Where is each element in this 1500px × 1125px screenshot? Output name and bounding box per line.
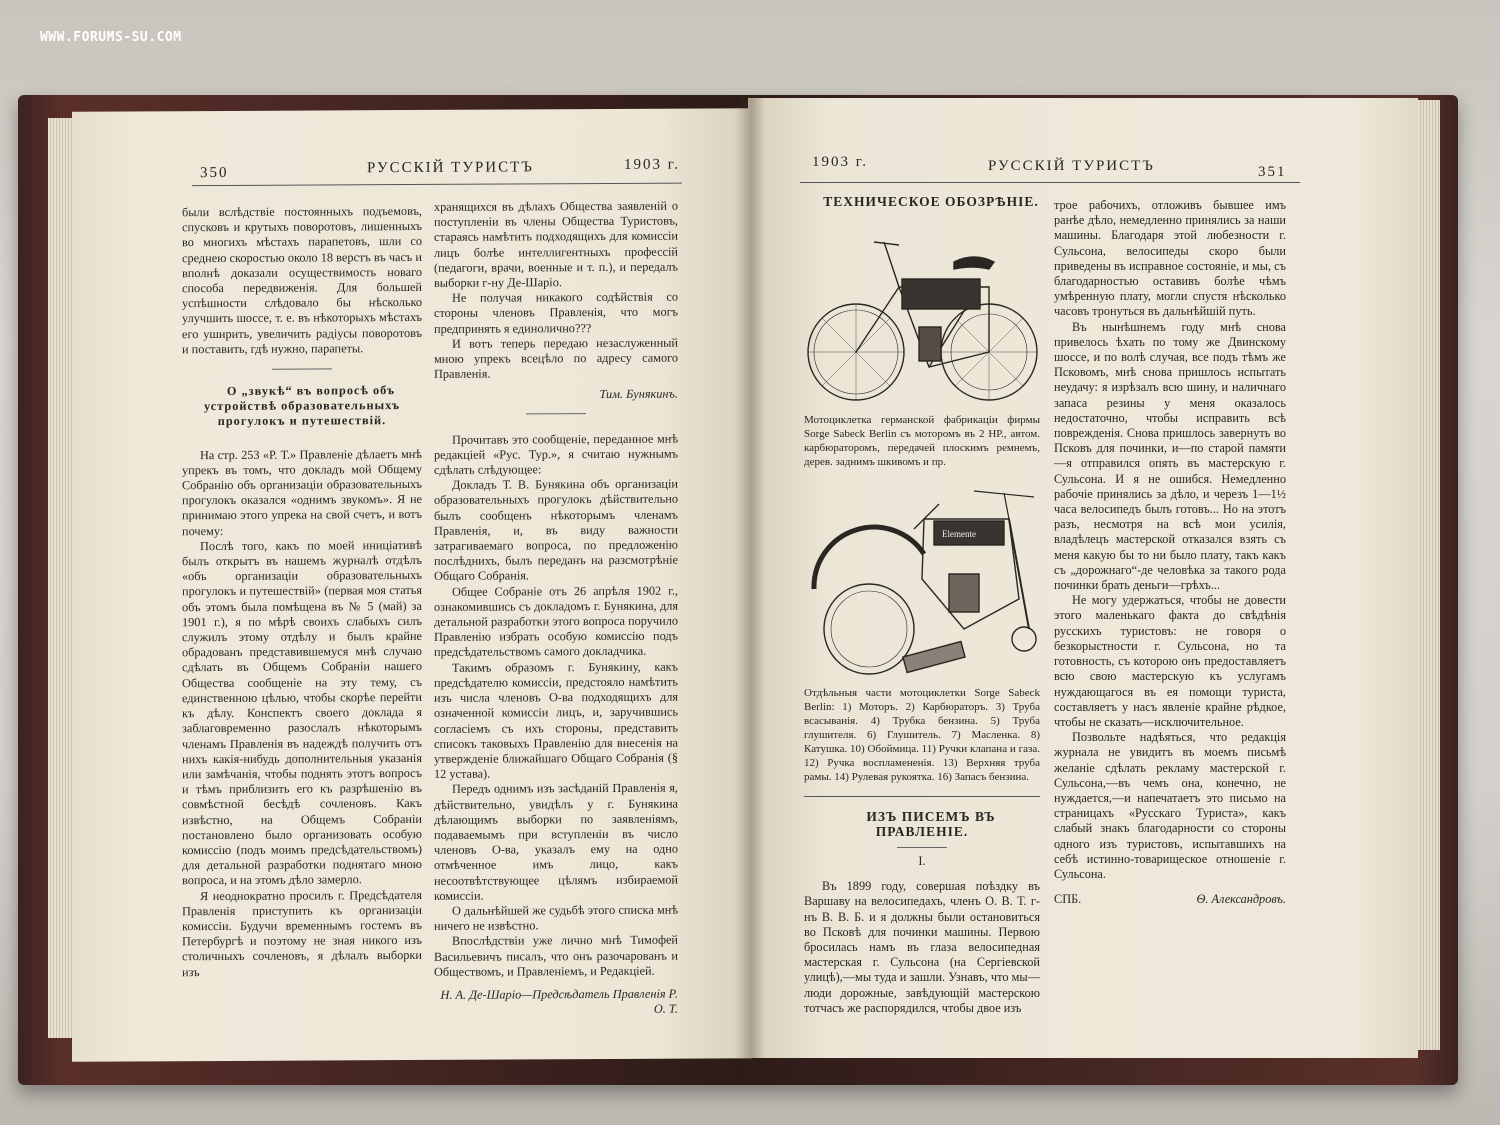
paragraph: Такимъ образомъ г. Бунякину, какъ предсѣдателю комиссіи, предстояло намѣтить изъ числа членовъ О-ва подходящихъ для означенной комиссіи лицъ, и, заручившись согласіемъ съ ихъ стороны, представить списокъ таковыхъ Правленію для внесенія на утвержденіе ближайшаго Общаго Собранія (§ 12 устава). — [434, 659, 678, 781]
paragraph: Не получая никакого содѣйствія со стороны членовъ Правленія, что могъ предпринять я единолично??? — [434, 289, 678, 336]
section-heading: ТЕХНИЧЕСКОЕ ОБОЗРѢНІЕ. — [823, 194, 1039, 209]
paragraph: хранящихся въ дѣлахъ Общества заявленій о поступленіи въ члены Общества Туристовъ, стараясь намѣтить подходящихъ для комиссіи лицъ болѣе интеллигентныхъ профессій (педагоги, врачи, военные и т. п.), и передалъ выборки г-ну Де-Шаріо. — [434, 198, 678, 290]
signature-place: СПБ. — [1054, 892, 1082, 907]
left-column-1 — [182, 204, 422, 980]
paragraph: Въ нынѣшнемъ году мнѣ снова привелось ѣхать по тому же Двинскому шоссе, и по волѣ случая, все подъ тѣмъ же Псковомъ, мнѣ снова пришлось испытать неудачу: я изрѣзалъ всю шину, и наличнаго запаса резины у меня оказалось недостаточно, чтобы исправить всѣ поврежденія. Снова пришлось завернуть во Псковъ для починки, и—по старой памяти—я отправился опять въ мастерскую г. Сульсона. И я не ошибся. Немедленно рабочіе принялись за дѣло, и черезъ 1—1½ часа велосипедъ былъ готовъ... Но на этотъ разъ, несмотря на всѣ мои усилія, владѣлецъ мастерской отказался взять съ меня какую бы то ни было плату, такъ какъ съ „дорожнаго“-де человѣка за такого рода починки брать деньги—грѣхъ... — [1054, 319, 1286, 593]
left-column-2 — [434, 199, 678, 1019]
book-gutter — [735, 96, 765, 1058]
paragraph: Впослѣдствіи уже лично мнѣ Тимофей Васильевичъ писалъ, что онъ разочарованъ и Обществомъ, и Правленіемъ, и Редакціей. — [434, 932, 678, 979]
article-heading: О „звукѣ“ въ вопросѣ объ устройствѣ образовательныхъ прогулокъ и путешествій. — [204, 383, 400, 429]
motorcycle-parts-illustration — [804, 479, 1040, 679]
left-page — [72, 108, 752, 1062]
header-rule — [800, 182, 1300, 183]
signature: Н. А. Де-Шаріо—Предсѣдатель Правленія Р. О. Т. — [440, 986, 678, 1016]
motorcycle-illustration — [804, 217, 1040, 407]
paragraph: Я неоднократно просилъ г. Предсѣдателя Правленія приступить къ организаціи комиссіи. Будучи временнымъ гостемъ въ Петербургѣ и поэтому не зная никого изъ столичныхъ сочленовъ, я дѣлалъ выборки изъ — [182, 887, 422, 979]
figure-caption: Отдѣльныя части мотоциклетки Sorge Sabeck Berlin: 1) Моторъ. 2) Карбюраторъ. 3) Труба всасыванія. 4) Трубка бензина. 5) Труба глушителя. 6) Глушитель. 7) Масленка. 8) Катушка. 10) Обоймица. 11) Ручки клапана и газа. 12) Ручка воспламененія. 13) Верхняя труба рамы. 14) Рулевая рукоятка. 16) Запасъ бензина. — [804, 686, 1040, 783]
paragraph: Послѣ того, какъ по моей иниціативѣ былъ открытъ въ нашемъ журналѣ отдѣлъ «объ организаціи образовательныхъ прогулокъ и путешествій» (первая моя статья объ этомъ была помѣщена въ № 5 (май) за 1901 г.), я по мѣрѣ своихъ слабыхъ силъ служилъ этому отдѣлу и былъ крайне обрадованъ представившемуся мнѣ случаю сдѣлать въ Общемъ Собраніи нашего Общества сообщеніе на эту тему, съ единственною цѣлью, чтобы скорѣе перейти къ дѣлу. Конспектъ своего доклада я заблаговременно разослалъ нѣкоторымъ членамъ Правленія въ надеждѣ получить отъ нихъ какія-нибудь дополнительныя указанія или замѣчанія, чтобы поднять этотъ вопросъ и тѣмъ приблизить его къ разрѣшенію въ совмѣстной бесѣдѣ сочленовъ. Какъ извѣстно, на Общемъ Собраніи постановлено было организовать особую комиссію (подъ моимъ предсѣдательствомъ) для детальной разработки поднятаго мною вопроса, и на этомъ дѣло замерло. — [182, 537, 422, 888]
running-title: РУССКІЙ ТУРИСТЪ — [367, 159, 534, 177]
header-rule — [192, 183, 682, 187]
paragraph: Не могу удержаться, чтобы не довести этого маленькаго факта до свѣдѣнія русскихъ туристовъ: не говоря о безкорыстности г. Сульсона, но та готовность, съ которою онъ предоставляетъ всю свою мастерскую къ услугамъ нуждающагося въ ея помощи туриста, составляетъ у насъ явленіе крайне рѣдкое, чтобы не сказать—исключительное. — [1054, 593, 1286, 729]
paragraph: На стр. 253 «Р. Т.» Правленіе дѣлаетъ мнѣ упрекъ въ томъ, что докладъ мой Общему Собранію объ организаціи образовательныхъ прогулокъ оказался «однимъ звукомъ». Я не принимаю этого упрека на свой счетъ, и вотъ почему: — [182, 446, 422, 538]
paragraph: были вслѣдствіе постоянныхъ подъемовъ, спусковъ и крутыхъ поворотовъ, лишенныхъ во многихъ мѣстахъ парапетовъ, шли со среднею скоростью около 18 верстъ въ часъ и вполнѣ доказали осуществимость новаго способа передвиженія. Для большей успѣшности слѣдовало бы нѣсколько улучшить шоссе, т. е. въ нѣкоторыхъ мѣстахъ его уширить, увеличить радіусы поворотовъ и поставить, гдѣ нужно, парапеты. — [182, 203, 422, 357]
signature: Ѳ. Александровъ. — [1196, 892, 1286, 907]
separator-rule — [897, 847, 947, 848]
separator-rule — [526, 413, 586, 414]
exhaust-muffler — [903, 642, 965, 673]
paragraph: Докладъ Т. В. Бунякина объ организаціи образовательныхъ прогулокъ дѣйствительно былъ сообщенъ нѣкоторымъ членамъ Правленія, и, въ виду важности затрагиваемаго вопроса, по предложенію послѣднихъ, былъ переданъ на разсмотрѣніе Общаго Собранія. — [434, 476, 678, 584]
watermark: WWW.FORUMS-SU.COM — [40, 30, 182, 45]
signature: Тим. Бунякинъ. — [599, 387, 678, 402]
right-page — [748, 98, 1418, 1058]
figure-caption: Мотоциклетка германской фабрикаціи фирмы Sorge Sabeck Berlin съ моторомъ въ 2 HP., автом. карбюраторомъ, передачей плоскимъ ремнемъ, дерев. заднимъ шкивомъ и пр. — [804, 414, 1040, 469]
front-wheel — [824, 584, 914, 674]
paragraph: Общее Собраніе отъ 26 апрѣля 1902 г., ознакомившись съ докладомъ г. Бунякина, для детальной разработки этого вопроса поручило Правленію избрать особую комиссію подъ предсѣдательствомъ самого докладчика. — [434, 583, 678, 660]
paragraph: трое рабочихъ, отложивъ бывшее имъ ранѣе дѣло, немедленно принялись за наши машины. Благодаря этой любезности г. Сульсона, велосипеды скоро были приведены въ исправное состояніе, и мы, съ благодарностью оставивъ болѣе чѣмъ умѣренную плату, могли спустя нѣсколько часовъ тронуться въ дальнѣйшій путь. — [1054, 198, 1286, 319]
page-number: 350 — [200, 164, 229, 182]
paragraph: Позвольте надѣяться, что редакція журнала не увидитъ въ моемъ письмѣ желаніе сдѣлать рекламу мастерской г. Сульсона,—въ чемъ она, конечно, не нуждается,—и напечатаетъ это письмо на страницахъ «Русскаго Туриста», какъ слабый знакъ благодарности со стороны одного изъ туристовъ, испытавшихъ на себѣ истинно-товарищеское отношеніе г. Сульсона. — [1054, 730, 1286, 881]
signature-line — [1054, 892, 1286, 907]
page-number: 351 — [1258, 164, 1287, 180]
section-heading: ИЗЪ ПИСЕМЪ ВЪ ПРАВЛЕНІЕ. — [866, 808, 996, 839]
front-fender — [814, 528, 924, 590]
letter-numeral: I. — [918, 854, 926, 869]
paragraph: Передъ однимъ изъ засѣданій Правленія я, дѣйствительно, увидѣлъ у г. Бунякина дѣлающимъ выборки по заявленіямъ, подаваемымъ при вступленіи въ число членовъ О-ва, указалъ ему на одно отмѣченное имъ лицо, какъ несоотвѣтствующее цѣлямъ избираемой комиссіи. — [434, 780, 678, 903]
running-title: РУССКІЙ ТУРИСТЪ — [988, 158, 1155, 174]
right-column-2 — [1054, 198, 1286, 907]
right-column-1 — [804, 194, 1040, 1016]
saddle — [954, 257, 994, 269]
tank-label: Elemente — [942, 529, 976, 540]
rear-pulley — [1012, 627, 1036, 651]
paragraph: Прочитавъ это сообщеніе, переданное мнѣ редакціей «Рус. Тур.», я считаю нужнымъ сдѣлать слѣдующее: — [434, 431, 678, 477]
paragraph: Въ 1899 году, совершая поѣздку въ Варшаву на велосипедахъ, членъ О. В. Т. г-нъ В. В. Б. и я должны были остановиться во Псковѣ для починки машины. Первою бросилась намъ въ глаза велосипедная мастерская г. Сульсона (на Сергіевской улицѣ),—мы туда и зашли. Узнавъ, что мы—люди дорожные, завѣдующій мастерскою тотчасъ же распорядился, чтобы двое изъ — [804, 879, 1040, 1015]
separator-rule — [272, 368, 332, 369]
paragraph: О дальнѣйшей же судьбѣ этого списка мнѣ ничего не извѣстно. — [434, 902, 678, 934]
separator-rule — [804, 796, 1040, 797]
engine — [949, 574, 979, 612]
running-year: 1903 г. — [624, 156, 680, 173]
fuel-tank — [902, 279, 980, 309]
paragraph: И вотъ теперь передаю незаслуженный мною упрекъ всецѣло по адресу самого Правленія. — [434, 335, 678, 382]
engine — [919, 327, 941, 361]
running-year: 1903 г. — [812, 154, 868, 170]
